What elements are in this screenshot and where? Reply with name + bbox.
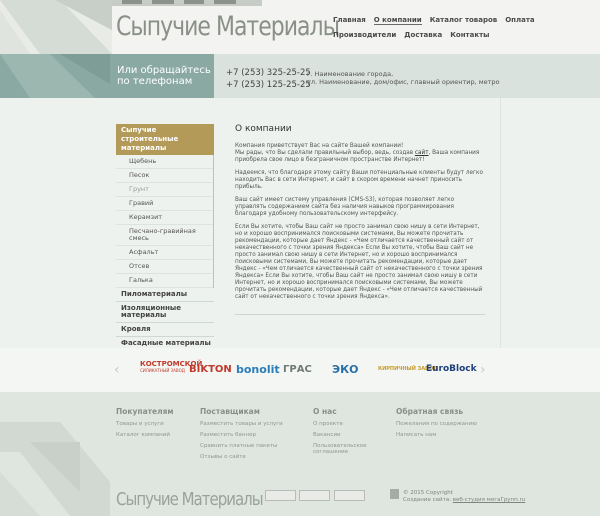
sidebar-subitem[interactable]: Отсев <box>116 260 213 274</box>
sidebar-subitem[interactable]: Песчано-гравийная смесь <box>116 225 213 246</box>
sidebar-active-category[interactable]: Сыпучие строительные материалы <box>116 124 214 155</box>
paragraph-1-line-c: , Ваша компания приобрела свое лицо в безграничном пространстве Интернет! <box>235 150 480 163</box>
content-paragraph-4: Если Вы хотите, чтобы Ваш сайт не просто занимал свою нишу в сети Интернет, но и хорошо воспринимался поисковыми системами, Вы можете прочитать рекомендации, которые дает Яндекс - «Чем отличается качественный сайт от некачественного с точки зрения Яндекса» Если Вы хотите, чтобы Ваш сайт не просто занимал свою нишу в сети Интернет, но и хорошо воспринимался поисковыми системами, Вы можете прочитать рекомендации, которые дает Яндекс - «Чем отличается качественный сайт от некачественного с точки зрения Яндекса» Если Вы хотите, чтобы Ваш сайт не просто занимал свою нишу в сети Интернет, но и хорошо воспринимался поисковыми системами, Вы можете прочитать рекомендации, которые дает Яндекс - «Чем отличается качественный сайт от некачественного с точки зрения Яндекса». <box>235 224 483 300</box>
nav-item-row1-0[interactable]: Главная <box>333 16 366 24</box>
nav-item-row1-1[interactable]: О компании <box>373 16 422 24</box>
footer-column <box>200 407 283 465</box>
content-paragraph-3: Ваш сайт имеет систему управления (CMS-S3), которая позволяет легко управлять содержанием сайта без наличия навыков программирования благодаря удобному пользовательскому интерфейсу. <box>235 197 455 217</box>
page-title: О компании <box>235 124 292 134</box>
counter-badge-3[interactable] <box>334 490 365 501</box>
footer-column-heading: Покупателям <box>116 407 174 416</box>
address <box>307 70 500 86</box>
copyright <box>403 490 525 504</box>
footer-link[interactable]: Каталог компаний <box>116 432 170 438</box>
partner-logo[interactable] <box>283 360 312 378</box>
nav-item-row1-2[interactable]: Каталог товаров <box>429 16 498 24</box>
creator-prefix: Создание сайта: <box>403 497 453 503</box>
counter-badge-1[interactable] <box>265 490 296 501</box>
sidebar-category[interactable]: Пиломатериалы <box>116 288 214 302</box>
creator-link[interactable]: веб-студия мегаГрупп.ru <box>452 497 526 503</box>
partners-next-arrow-icon[interactable]: › <box>480 362 486 378</box>
footer-column <box>313 407 393 460</box>
footer-link[interactable]: О проекте <box>313 421 343 427</box>
copyright-text: © 2015 Copyright <box>403 490 453 496</box>
partner-logo[interactable] <box>426 360 477 378</box>
sidebar-subitem[interactable]: Грунт <box>116 183 213 197</box>
nav-row-2 <box>333 31 593 39</box>
partner-logo-text: ГРАС <box>283 363 312 375</box>
contact-band-panel <box>0 54 214 98</box>
footer-link[interactable]: Товары и услуги <box>116 421 164 427</box>
site-link[interactable]: сайт <box>414 150 429 156</box>
site-header <box>0 0 600 54</box>
phone-2: +7 (253) 125-25-25 <box>226 80 311 90</box>
footer-decoration <box>0 392 110 516</box>
partner-logo-text: КИРПИЧНЫЙ ЗАВОД <box>378 366 438 372</box>
phone-numbers <box>226 67 311 91</box>
partner-logo-text: КОСТРОМСКОЙ <box>140 360 203 368</box>
nav-item-row2-2[interactable]: Контакты <box>450 31 490 39</box>
footer-link[interactable]: Пожелания по содержанию <box>396 421 477 427</box>
partner-logo[interactable] <box>236 360 280 378</box>
main-nav <box>333 16 593 45</box>
partners-strip <box>0 348 600 392</box>
sidebar-subitem[interactable]: Песок <box>116 169 213 183</box>
header-top-strip <box>112 0 262 6</box>
address-line-1: г. Наименование города, <box>307 70 394 78</box>
sidebar-category[interactable]: Фасадные материалы <box>116 337 214 351</box>
partner-logo-subtext: СИЛИКАТНЫЙ ЗАВОД <box>140 368 185 373</box>
partner-logo-text: ЭКО <box>332 362 359 376</box>
footer-link[interactable]: Пользовательское соглашение <box>313 443 367 455</box>
footer-link[interactable]: Разместить товары и услуги <box>200 421 283 427</box>
footer-link[interactable]: Сравнить платные пакеты <box>200 443 278 449</box>
nav-item-row2-1[interactable]: Доставка <box>404 31 443 39</box>
partner-logo[interactable] <box>189 360 232 378</box>
footer-logo[interactable]: Сыпучие Материалы <box>116 488 263 510</box>
paragraph-1-line-a: Компания приветствует Вас на сайте Вашей компании! <box>235 143 404 149</box>
partner-logo-text: bonolit <box>236 362 280 376</box>
counter-badge-2[interactable] <box>299 490 330 501</box>
footer-link[interactable]: Разместить баннер <box>200 432 256 438</box>
sidebar-subcategories <box>116 155 214 288</box>
call-us-text: Или обращайтесь по телефонам <box>117 65 211 87</box>
nav-item-row2-0[interactable]: Производители <box>333 31 397 39</box>
footer-link[interactable]: Написать нам <box>396 432 437 438</box>
studio-icon <box>390 489 399 499</box>
footer-column-heading: Поставщикам <box>200 407 260 416</box>
sidebar-subitem[interactable]: Щебень <box>116 155 213 169</box>
content-paragraph-2: Надеемся, что благодаря этому сайту Ваши потенциальные клиенты будут легко находить Вас в сети Интернет, и сайт в скором времени начнет приносить прибыль. <box>235 170 483 190</box>
partner-logo-text: EuroBlock <box>426 364 477 374</box>
sidebar-category[interactable]: Кровля <box>116 323 214 337</box>
partners-prev-arrow-icon[interactable]: ‹ <box>114 362 120 378</box>
right-divider <box>500 98 501 348</box>
content-paragraph-1 <box>235 143 485 164</box>
footer-column <box>396 407 477 443</box>
partner-logo[interactable] <box>332 360 358 378</box>
content-divider <box>235 314 485 315</box>
sidebar-subitem[interactable]: Керамзит <box>116 211 213 225</box>
nav-item-row1-3[interactable]: Оплата <box>505 16 535 24</box>
footer-link[interactable]: Отзывы о сайте <box>200 454 246 460</box>
catalog-sidebar <box>116 124 214 351</box>
nav-row-1 <box>333 16 593 25</box>
footer-column <box>116 407 174 443</box>
sidebar-subitem[interactable]: Гравий <box>116 197 213 211</box>
sidebar-categories <box>116 288 214 351</box>
sidebar-subitem[interactable]: Асфальт <box>116 246 213 260</box>
site-logo[interactable]: Сыпучие Материалы <box>116 12 339 42</box>
paragraph-1-line-b: Мы рады, что Вы сделали правильный выбор, ведь, создав <box>235 150 415 156</box>
footer-column-heading: О нас <box>313 407 337 416</box>
sidebar-subitem[interactable]: Галька <box>116 274 213 288</box>
partner-logo-text: BIKTON <box>189 363 232 375</box>
footer-link[interactable]: Вакансии <box>313 432 341 438</box>
page-content <box>235 124 485 307</box>
contact-band <box>0 54 600 98</box>
footer-column-heading: Обратная связь <box>396 407 464 416</box>
address-line-2: ул. Наименование, дом/офис, главный ориентир, метро <box>307 78 500 86</box>
phone-1: +7 (253) 325-25-25 <box>226 68 311 78</box>
sidebar-category[interactable]: Изоляционные материалы <box>116 302 214 323</box>
header-decoration <box>0 0 112 54</box>
site-footer <box>0 392 600 516</box>
